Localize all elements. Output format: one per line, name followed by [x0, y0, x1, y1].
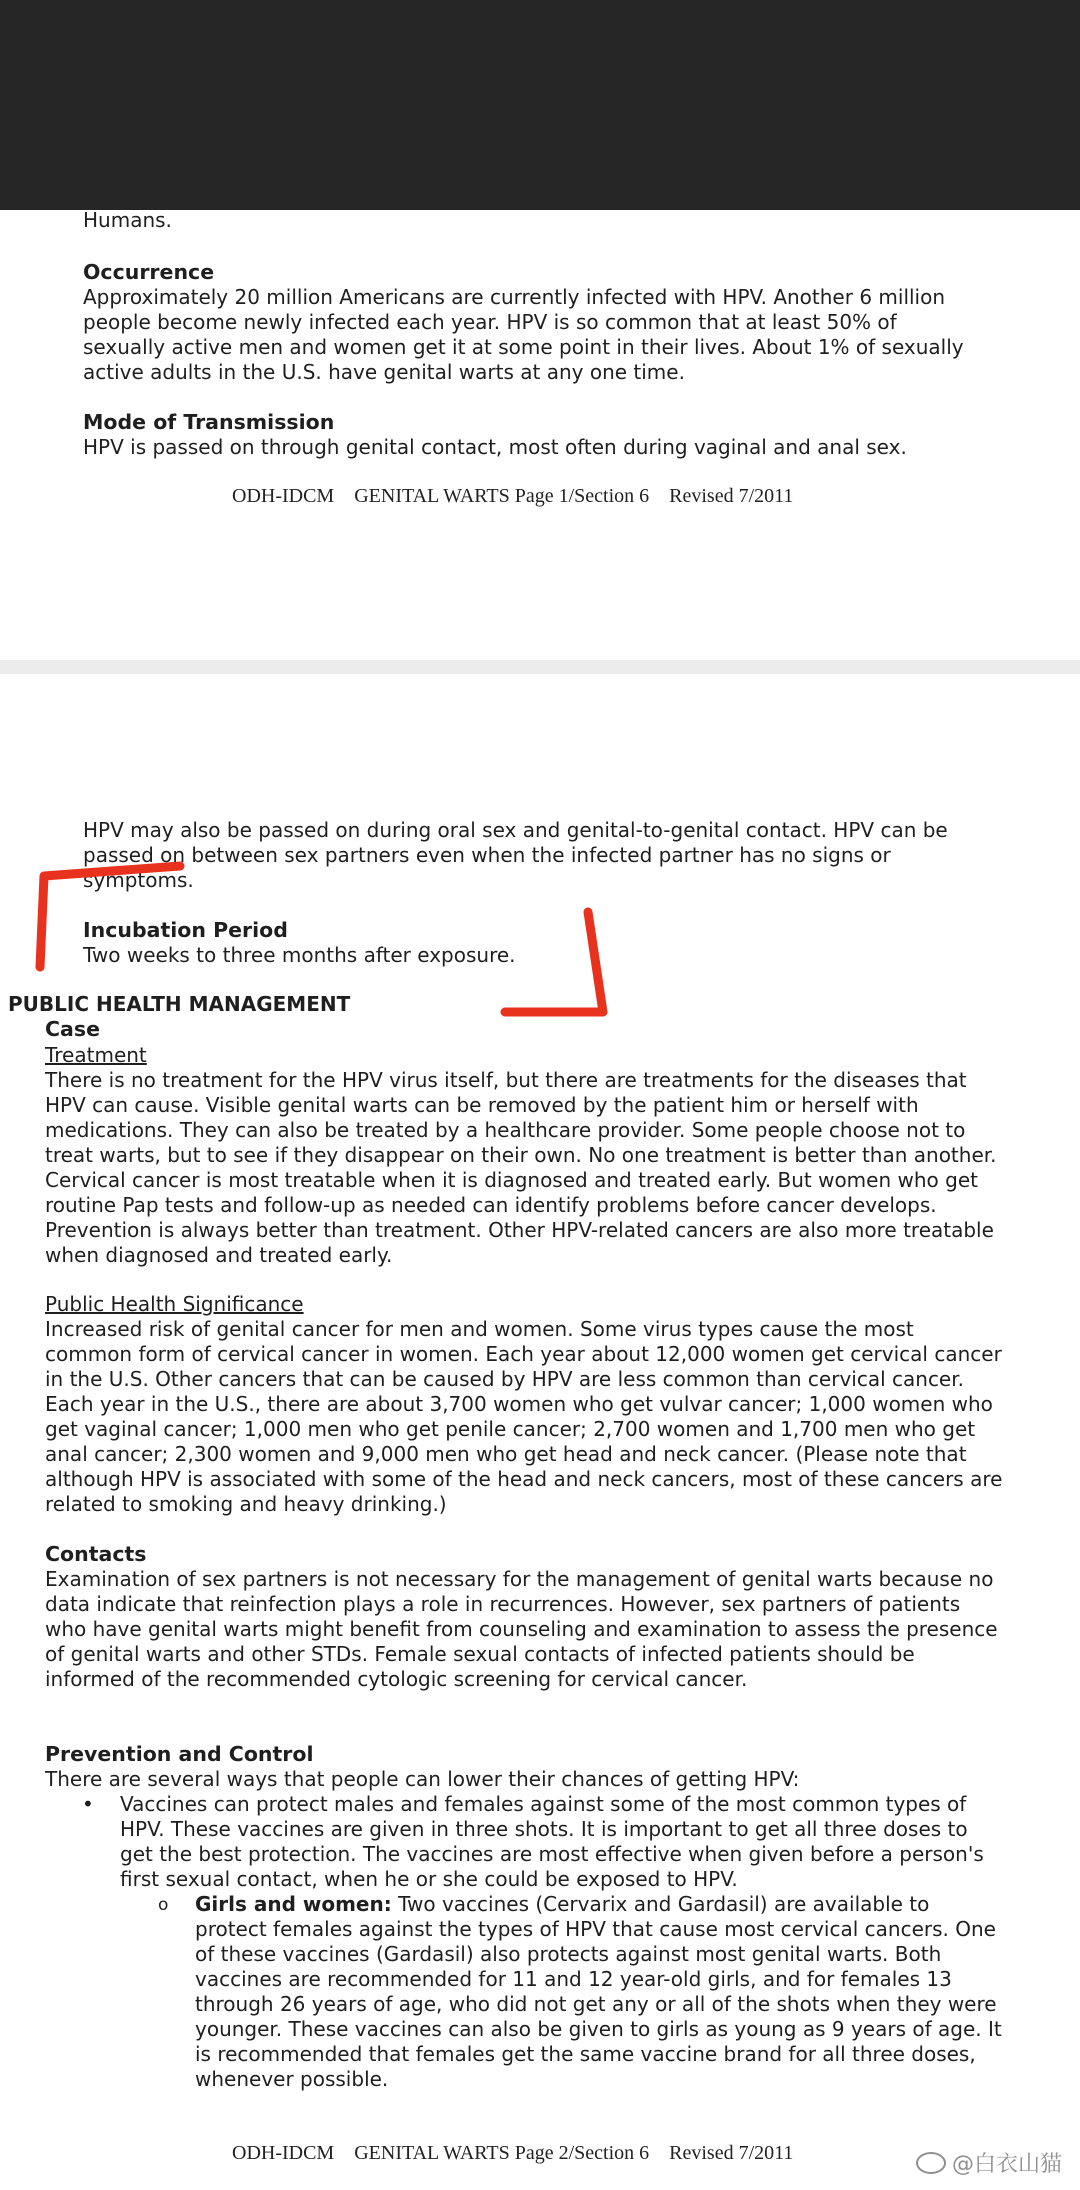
significance-heading: Public Health Significance	[45, 1292, 304, 1316]
page2-footer: ODH-IDCM GENITAL WARTS Page 2/Section 6 Revised 7/2011	[232, 2142, 794, 2164]
page1-footer: ODH-IDCM GENITAL WARTS Page 1/Section 6 Revised 7/2011	[232, 485, 794, 507]
case-heading: Case	[45, 1017, 100, 1041]
incubation-heading: Incubation Period	[83, 918, 288, 942]
red-corner-right	[505, 912, 603, 1012]
red-corner-left	[40, 866, 180, 967]
bullet-marker: •	[82, 1792, 94, 1816]
treatment-body: There is no treatment for the HPV virus itself, but there are treatments for the diseases that HPV can cause. Visible genital warts can be removed by the patient him or herself with medications. They can also be treated by a healthcare provider. Some people choose not to treat warts, but to see if they disappear on their own. No one treatment is better than another. Cervical cancer is most treatable when it is diagnosed and treated early. But women who get routine Pap tests and follow-up as needed can identify problems before cancer develops. Prevention is always better than treatment. Other HPV-related cancers are also more treatable when diagnosed and treated early.	[45, 1068, 997, 1267]
watermark-text: @白衣山猫	[951, 2152, 1062, 2177]
incubation-body: Two weeks to three months after exposure.	[83, 943, 516, 967]
occurrence-heading: Occurrence	[83, 260, 215, 284]
prevention-intro: There are several ways that people can lower their chances of getting HPV:	[45, 1767, 800, 1791]
girls-women-text: Two vaccines (Cervarix and Gardasil) are available to protect females against the types of HPV that cause most cervical cancers. One of these vaccines (Gardasil) also protects against most genital warts. Both vaccines are recommended for 11 and 12 year-old girls, and for females 13 through 26 years of age, who did not get any or all of the shots when they were younger. These vaccines can also be given to girls as young as 9 years of age. It is recommended that females get the same vaccine brand for all three doses, whenever possible.	[195, 1892, 1002, 2091]
humans-text: Humans.	[83, 208, 172, 232]
treatment-heading: Treatment	[45, 1043, 147, 1067]
sub-bullet-marker: o	[158, 1895, 169, 1915]
girls-women-label: Girls and women:	[195, 1892, 392, 1916]
significance-body: Increased risk of genital cancer for men and women. Some virus types cause the most common form of cervical cancer in women. Each year about 12,000 women get cervical cancer in the U.S. Other cancers that can be caused by HPV are less common than cervical cancer. Each year in the U.S., there are about 3,700 women who get vulvar cancer; 1,000 women who get vaginal cancer; 1,000 men who get penile cancer; 2,700 women and 1,700 men who get anal cancer; 2,300 women and 9,000 men who get head and neck cancer. (Please note that although HPV is associated with some of the head and neck cancers, most of these cancers are related to smoking and heavy drinking.)	[45, 1317, 1003, 1516]
weibo-icon	[916, 2152, 946, 2174]
prevention-heading: Prevention and Control	[45, 1742, 314, 1766]
vaccine-bullet: Vaccines can protect males and females against some of the most common types of HPV. These vaccines are given in three shots. It is important to get all three doses to get the best protection. The vaccines are most effective when given before a person's first sexual contact, when he or she could be exposed to HPV.	[120, 1792, 984, 1891]
transmission-continued: HPV may also be passed on during oral sex and genital-to-genital contact. HPV can be passed on between sex partners even when the infected partner has no signs or symptoms.	[83, 818, 948, 892]
transmission-heading: Mode of Transmission	[83, 410, 335, 434]
contacts-heading: Contacts	[45, 1542, 147, 1566]
occurrence-body: Approximately 20 million Americans are currently infected with HPV. Another 6 million people become newly infected each year. HPV is so common that at least 50% of sexually active men and women get it at some point in their lives. About 1% of sexually active adults in the U.S. have genital warts at any one time.	[83, 285, 964, 384]
contacts-body: Examination of sex partners is not necessary for the management of genital warts because no data indicate that reinfection plays a role in recurrences. However, sex partners of patients who have genital warts might benefit from counseling and examination to assess the presence of genital warts and other STDs. Female sexual contacts of infected patients should be informed of the recommended cytologic screening for cervical cancer.	[45, 1567, 998, 1691]
transmission-body: HPV is passed on through genital contact, most often during vaginal and anal sex.	[83, 435, 907, 459]
watermark	[916, 2147, 1062, 2178]
public-health-management-heading: PUBLIC HEALTH MANAGEMENT	[8, 992, 351, 1016]
